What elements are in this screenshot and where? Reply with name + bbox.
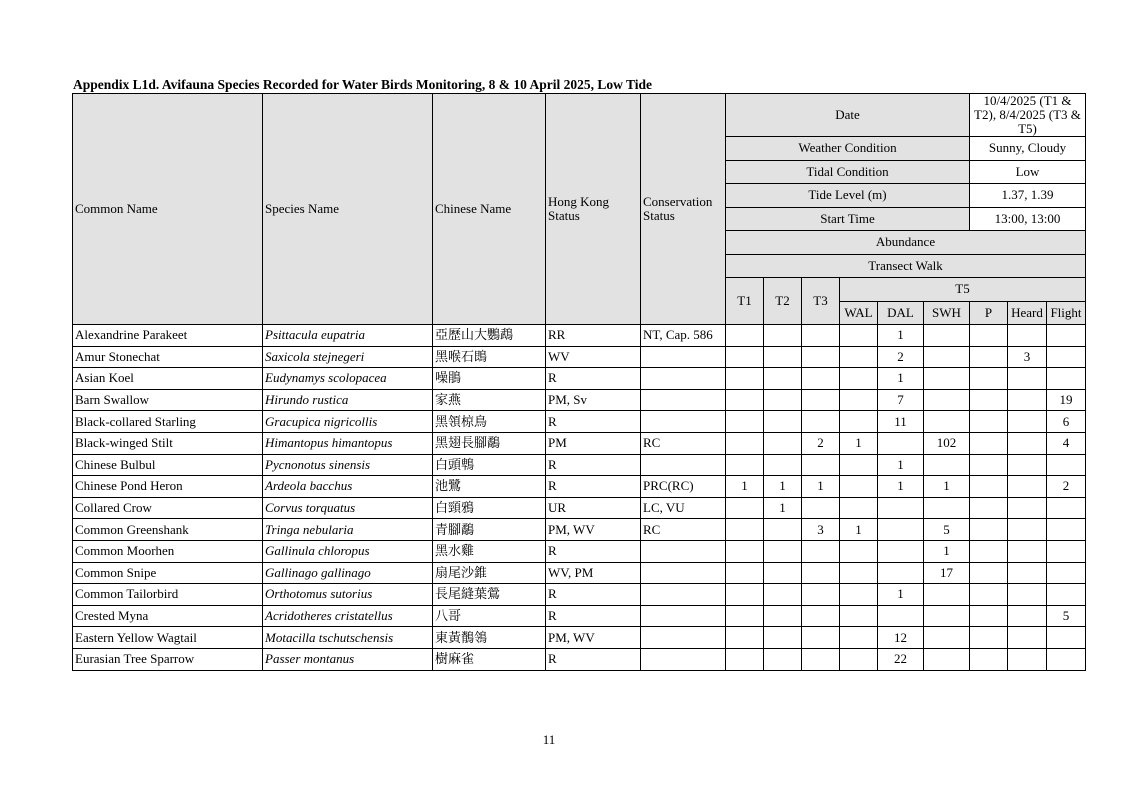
cell-heard — [1008, 325, 1047, 347]
header-transect-walk: Transect Walk — [726, 254, 1086, 278]
cell-t3 — [802, 562, 840, 584]
cell-chinese-name: 東黃鶺鴒 — [433, 627, 546, 649]
cell-swh — [924, 584, 970, 606]
header-common-name: Common Name — [73, 94, 263, 325]
cell-species-name: Corvus torquatus — [263, 497, 433, 519]
cell-t3 — [802, 584, 840, 606]
header-t3: T3 — [802, 278, 840, 325]
cell-swh — [924, 389, 970, 411]
cell-flight — [1047, 325, 1086, 347]
cell-swh: 102 — [924, 432, 970, 454]
cell-wal — [840, 584, 878, 606]
cell-common-name: Eastern Yellow Wagtail — [73, 627, 263, 649]
cell-flight: 6 — [1047, 411, 1086, 433]
cell-species-name: Gracupica nigricollis — [263, 411, 433, 433]
header-abundance: Abundance — [726, 231, 1086, 255]
cell-swh — [924, 454, 970, 476]
cell-t3: 1 — [802, 476, 840, 498]
cell-common-name: Alexandrine Parakeet — [73, 325, 263, 347]
cell-conservation-status — [641, 648, 726, 670]
header-wal: WAL — [840, 301, 878, 325]
cell-wal — [840, 368, 878, 390]
header-t2: T2 — [764, 278, 802, 325]
cell-t2: 1 — [764, 476, 802, 498]
header-swh: SWH — [924, 301, 970, 325]
species-table — [72, 93, 1086, 671]
cell-species-name: Saxicola stejnegeri — [263, 346, 433, 368]
table-row — [73, 497, 1086, 519]
cell-flight — [1047, 584, 1086, 606]
cell-t1 — [726, 368, 764, 390]
cell-flight — [1047, 648, 1086, 670]
cell-t2 — [764, 605, 802, 627]
table-row — [73, 540, 1086, 562]
cell-p — [970, 519, 1008, 541]
cell-chinese-name: 白頭鵯 — [433, 454, 546, 476]
cell-swh — [924, 605, 970, 627]
table-row — [73, 648, 1086, 670]
cell-swh — [924, 346, 970, 368]
cell-conservation-status — [641, 584, 726, 606]
cell-species-name: Orthotomus sutorius — [263, 584, 433, 606]
cell-dal: 12 — [878, 627, 924, 649]
page-number: 11 — [542, 732, 556, 747]
cell-chinese-name: 青腳鷸 — [433, 519, 546, 541]
cell-p — [970, 432, 1008, 454]
cell-hk-status: R — [546, 584, 641, 606]
cell-flight — [1047, 368, 1086, 390]
cell-chinese-name: 白頸鴉 — [433, 497, 546, 519]
cell-conservation-status: RC — [641, 432, 726, 454]
cell-conservation-status: LC, VU — [641, 497, 726, 519]
table-row — [73, 325, 1086, 347]
cell-t1 — [726, 497, 764, 519]
cell-species-name: Gallinula chloropus — [263, 540, 433, 562]
cell-chinese-name: 黑翅長腳鷸 — [433, 432, 546, 454]
cell-flight: 19 — [1047, 389, 1086, 411]
cell-p — [970, 368, 1008, 390]
cell-hk-status: UR — [546, 497, 641, 519]
cell-p — [970, 605, 1008, 627]
cell-wal — [840, 605, 878, 627]
cell-heard — [1008, 584, 1047, 606]
cell-hk-status: WV — [546, 346, 641, 368]
table-row — [73, 432, 1086, 454]
cell-heard — [1008, 368, 1047, 390]
cell-wal — [840, 325, 878, 347]
cell-t2 — [764, 627, 802, 649]
cell-t1 — [726, 605, 764, 627]
cell-dal — [878, 519, 924, 541]
cell-flight: 5 — [1047, 605, 1086, 627]
cell-p — [970, 584, 1008, 606]
header-weather-value: Sunny, Cloudy — [970, 137, 1086, 161]
cell-chinese-name: 扇尾沙錐 — [433, 562, 546, 584]
cell-p — [970, 476, 1008, 498]
cell-common-name: Chinese Pond Heron — [73, 476, 263, 498]
header-chinese-name: Chinese Name — [433, 94, 546, 325]
cell-t1 — [726, 519, 764, 541]
cell-swh: 1 — [924, 540, 970, 562]
header-tidal-label: Tidal Condition — [726, 160, 970, 184]
cell-species-name: Passer montanus — [263, 648, 433, 670]
cell-heard — [1008, 648, 1047, 670]
cell-t1 — [726, 389, 764, 411]
cell-dal — [878, 540, 924, 562]
cell-chinese-name: 池鷺 — [433, 476, 546, 498]
cell-chinese-name: 八哥 — [433, 605, 546, 627]
cell-species-name: Himantopus himantopus — [263, 432, 433, 454]
header-conservation-status: Conservation Status — [641, 94, 726, 325]
cell-t2 — [764, 540, 802, 562]
cell-t2 — [764, 389, 802, 411]
cell-heard — [1008, 476, 1047, 498]
cell-t3 — [802, 368, 840, 390]
cell-heard — [1008, 540, 1047, 562]
header-tide-level-value: 1.37, 1.39 — [970, 184, 1086, 208]
cell-species-name: Acridotheres cristatellus — [263, 605, 433, 627]
header-species-name: Species Name — [263, 94, 433, 325]
cell-t3 — [802, 648, 840, 670]
cell-conservation-status — [641, 605, 726, 627]
cell-conservation-status — [641, 368, 726, 390]
cell-chinese-name: 黑喉石鵖 — [433, 346, 546, 368]
cell-species-name: Psittacula eupatria — [263, 325, 433, 347]
cell-swh — [924, 627, 970, 649]
table-header — [73, 94, 1086, 325]
cell-p — [970, 346, 1008, 368]
header-dal: DAL — [878, 301, 924, 325]
table-row — [73, 562, 1086, 584]
cell-t2 — [764, 519, 802, 541]
cell-t1 — [726, 432, 764, 454]
table-row — [73, 584, 1086, 606]
cell-common-name: Common Tailorbird — [73, 584, 263, 606]
cell-swh — [924, 497, 970, 519]
cell-flight — [1047, 519, 1086, 541]
cell-heard — [1008, 411, 1047, 433]
cell-hk-status: R — [546, 540, 641, 562]
cell-t3 — [802, 389, 840, 411]
cell-dal: 1 — [878, 476, 924, 498]
cell-heard — [1008, 627, 1047, 649]
cell-flight: 4 — [1047, 432, 1086, 454]
cell-species-name: Eudynamys scolopacea — [263, 368, 433, 390]
cell-t1 — [726, 325, 764, 347]
cell-p — [970, 454, 1008, 476]
cell-heard — [1008, 389, 1047, 411]
header-tidal-value: Low — [970, 160, 1086, 184]
cell-conservation-status: PRC(RC) — [641, 476, 726, 498]
cell-t3 — [802, 454, 840, 476]
cell-dal — [878, 562, 924, 584]
table-row — [73, 627, 1086, 649]
header-start-time-label: Start Time — [726, 207, 970, 231]
header-hk-status: Hong Kong Status — [546, 94, 641, 325]
cell-conservation-status — [641, 346, 726, 368]
cell-swh: 17 — [924, 562, 970, 584]
cell-t1 — [726, 454, 764, 476]
cell-chinese-name: 家燕 — [433, 389, 546, 411]
cell-heard — [1008, 519, 1047, 541]
cell-common-name: Crested Myna — [73, 605, 263, 627]
cell-t1 — [726, 346, 764, 368]
cell-wal — [840, 497, 878, 519]
header-date-value: 10/4/2025 (T1 & T2), 8/4/2025 (T3 & T5) — [970, 94, 1086, 137]
cell-heard: 3 — [1008, 346, 1047, 368]
cell-dal: 2 — [878, 346, 924, 368]
table-row — [73, 389, 1086, 411]
cell-wal — [840, 389, 878, 411]
cell-t2 — [764, 411, 802, 433]
cell-swh: 1 — [924, 476, 970, 498]
cell-hk-status: R — [546, 368, 641, 390]
cell-hk-status: PM, WV — [546, 627, 641, 649]
cell-wal — [840, 648, 878, 670]
cell-species-name: Tringa nebularia — [263, 519, 433, 541]
cell-t2 — [764, 454, 802, 476]
cell-hk-status: R — [546, 648, 641, 670]
cell-flight: 2 — [1047, 476, 1086, 498]
header-flight: Flight — [1047, 301, 1086, 325]
cell-wal — [840, 346, 878, 368]
cell-chinese-name: 長尾縫葉鶯 — [433, 584, 546, 606]
table-row — [73, 346, 1086, 368]
cell-t2 — [764, 368, 802, 390]
cell-hk-status: WV, PM — [546, 562, 641, 584]
cell-flight — [1047, 562, 1086, 584]
cell-p — [970, 389, 1008, 411]
cell-common-name: Common Moorhen — [73, 540, 263, 562]
cell-flight — [1047, 540, 1086, 562]
cell-flight — [1047, 454, 1086, 476]
cell-dal: 1 — [878, 454, 924, 476]
cell-t2 — [764, 584, 802, 606]
table-row — [73, 411, 1086, 433]
cell-p — [970, 648, 1008, 670]
cell-wal — [840, 562, 878, 584]
header-p: P — [970, 301, 1008, 325]
cell-dal: 1 — [878, 584, 924, 606]
cell-heard — [1008, 454, 1047, 476]
table-row — [73, 454, 1086, 476]
cell-t1 — [726, 411, 764, 433]
cell-conservation-status — [641, 454, 726, 476]
cell-wal — [840, 411, 878, 433]
cell-t3 — [802, 605, 840, 627]
cell-flight — [1047, 346, 1086, 368]
cell-common-name: Common Snipe — [73, 562, 263, 584]
document-title: Appendix L1d. Avifauna Species Recorded for Water Birds Monitoring, 8 & 10 April 2025, Low Tide — [73, 77, 653, 92]
cell-dal: 1 — [878, 325, 924, 347]
cell-conservation-status — [641, 627, 726, 649]
cell-t1 — [726, 627, 764, 649]
cell-t2 — [764, 432, 802, 454]
cell-p — [970, 627, 1008, 649]
cell-species-name: Ardeola bacchus — [263, 476, 433, 498]
cell-species-name: Pycnonotus sinensis — [263, 454, 433, 476]
cell-dal: 1 — [878, 368, 924, 390]
cell-t3: 2 — [802, 432, 840, 454]
cell-common-name: Amur Stonechat — [73, 346, 263, 368]
cell-wal — [840, 454, 878, 476]
cell-t1 — [726, 562, 764, 584]
cell-chinese-name: 樹麻雀 — [433, 648, 546, 670]
cell-swh — [924, 411, 970, 433]
cell-wal — [840, 627, 878, 649]
cell-conservation-status — [641, 540, 726, 562]
cell-wal — [840, 540, 878, 562]
cell-common-name: Eurasian Tree Sparrow — [73, 648, 263, 670]
header-t1: T1 — [726, 278, 764, 325]
table-row — [73, 476, 1086, 498]
cell-species-name: Hirundo rustica — [263, 389, 433, 411]
cell-p — [970, 562, 1008, 584]
cell-t2 — [764, 648, 802, 670]
cell-t2: 1 — [764, 497, 802, 519]
header-date-label: Date — [726, 94, 970, 137]
table-row — [73, 519, 1086, 541]
cell-hk-status: R — [546, 605, 641, 627]
cell-conservation-status: NT, Cap. 586 — [641, 325, 726, 347]
cell-swh — [924, 648, 970, 670]
cell-chinese-name: 黑水雞 — [433, 540, 546, 562]
cell-flight — [1047, 497, 1086, 519]
cell-common-name: Common Greenshank — [73, 519, 263, 541]
cell-dal — [878, 605, 924, 627]
header-heard: Heard — [1008, 301, 1047, 325]
cell-common-name: Barn Swallow — [73, 389, 263, 411]
header-weather-label: Weather Condition — [726, 137, 970, 161]
cell-common-name: Black-collared Starling — [73, 411, 263, 433]
cell-chinese-name: 亞歷山大鸚鵡 — [433, 325, 546, 347]
cell-conservation-status: RC — [641, 519, 726, 541]
cell-t1 — [726, 648, 764, 670]
cell-hk-status: R — [546, 454, 641, 476]
cell-t3 — [802, 346, 840, 368]
cell-heard — [1008, 562, 1047, 584]
cell-p — [970, 325, 1008, 347]
cell-swh — [924, 368, 970, 390]
cell-dal: 7 — [878, 389, 924, 411]
cell-conservation-status — [641, 411, 726, 433]
cell-chinese-name: 噪鵑 — [433, 368, 546, 390]
cell-p — [970, 540, 1008, 562]
header-start-time-value: 13:00, 13:00 — [970, 207, 1086, 231]
cell-swh — [924, 325, 970, 347]
cell-swh: 5 — [924, 519, 970, 541]
cell-hk-status: PM, Sv — [546, 389, 641, 411]
table-row — [73, 605, 1086, 627]
cell-p — [970, 497, 1008, 519]
cell-common-name: Collared Crow — [73, 497, 263, 519]
cell-t1 — [726, 540, 764, 562]
cell-t3 — [802, 627, 840, 649]
cell-t2 — [764, 325, 802, 347]
cell-common-name: Chinese Bulbul — [73, 454, 263, 476]
cell-wal — [840, 476, 878, 498]
cell-t3: 3 — [802, 519, 840, 541]
header-t5: T5 — [840, 278, 1086, 302]
cell-heard — [1008, 497, 1047, 519]
cell-dal: 11 — [878, 411, 924, 433]
cell-p — [970, 411, 1008, 433]
cell-chinese-name: 黑領椋鳥 — [433, 411, 546, 433]
cell-species-name: Motacilla tschutschensis — [263, 627, 433, 649]
cell-common-name: Black-winged Stilt — [73, 432, 263, 454]
cell-wal: 1 — [840, 519, 878, 541]
cell-t2 — [764, 562, 802, 584]
cell-t3 — [802, 497, 840, 519]
cell-common-name: Asian Koel — [73, 368, 263, 390]
cell-conservation-status — [641, 389, 726, 411]
cell-t2 — [764, 346, 802, 368]
cell-hk-status: R — [546, 476, 641, 498]
cell-hk-status: RR — [546, 325, 641, 347]
cell-t3 — [802, 325, 840, 347]
cell-t3 — [802, 540, 840, 562]
cell-species-name: Gallinago gallinago — [263, 562, 433, 584]
cell-dal — [878, 497, 924, 519]
cell-hk-status: R — [546, 411, 641, 433]
cell-t3 — [802, 411, 840, 433]
cell-hk-status: PM, WV — [546, 519, 641, 541]
cell-heard — [1008, 605, 1047, 627]
cell-t1 — [726, 584, 764, 606]
cell-heard — [1008, 432, 1047, 454]
cell-conservation-status — [641, 562, 726, 584]
cell-dal: 22 — [878, 648, 924, 670]
cell-dal — [878, 432, 924, 454]
header-tide-level-label: Tide Level (m) — [726, 184, 970, 208]
cell-wal: 1 — [840, 432, 878, 454]
cell-t1: 1 — [726, 476, 764, 498]
cell-hk-status: PM — [546, 432, 641, 454]
cell-flight — [1047, 627, 1086, 649]
table-row — [73, 368, 1086, 390]
table-body — [73, 325, 1086, 671]
